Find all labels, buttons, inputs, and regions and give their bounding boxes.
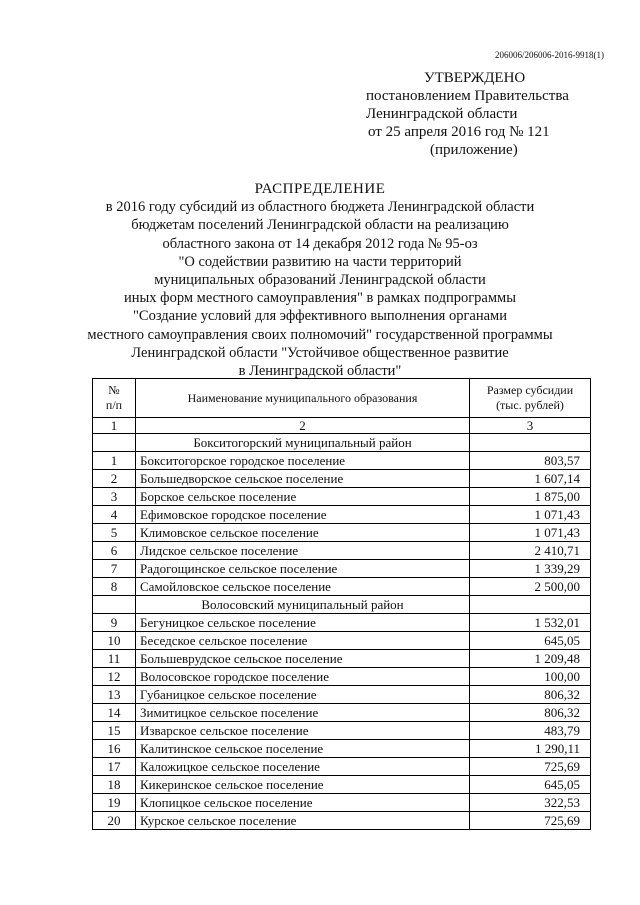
settlement-name: Борское сельское поселение	[136, 488, 470, 506]
settlement-name: Волосовское городское поселение	[136, 668, 470, 686]
table-row	[93, 686, 591, 704]
subsidy-amount: 1 607,14	[470, 470, 591, 488]
table-row	[93, 524, 591, 542]
subsidy-amount: 645,05	[470, 776, 591, 794]
approval-line-5: (приложение)	[430, 142, 518, 158]
row-number: 10	[93, 632, 136, 650]
subsidy-amount: 1 339,29	[470, 560, 591, 578]
settlement-name: Бокситогорское городское поселение	[136, 452, 470, 470]
settlement-name: Каложицкое сельское поселение	[136, 758, 470, 776]
subsidy-amount: 2 500,00	[470, 578, 591, 596]
subsidy-amount: 806,32	[470, 704, 591, 722]
settlement-name: Большеврудское сельское поселение	[136, 650, 470, 668]
settlement-name: Бегуницкое сельское поселение	[136, 614, 470, 632]
title-line: муниципальных образований Ленинградской области	[154, 272, 486, 289]
title-heading: РАСПРЕДЕЛЕНИЕ	[254, 181, 386, 197]
table-row	[93, 812, 591, 830]
row-number: 14	[93, 704, 136, 722]
subsidy-amount: 645,05	[470, 632, 591, 650]
settlement-name: Клопицкое сельское поселение	[136, 794, 470, 812]
title-line: иных форм местного самоуправления" в рамках подпрограммы	[124, 290, 516, 307]
table-row	[93, 452, 591, 470]
row-number: 13	[93, 686, 136, 704]
settlement-name: Климовское сельское поселение	[136, 524, 470, 542]
title-line: в 2016 году субсидий из областного бюджета Ленинградской области	[105, 199, 535, 216]
header-num-line-1: №	[108, 383, 120, 397]
settlement-name: Изварское сельское поселение	[136, 722, 470, 740]
row-number: 2	[93, 470, 136, 488]
table-row	[93, 740, 591, 758]
settlement-name: Большедворское сельское поселение	[136, 470, 470, 488]
row-number: 15	[93, 722, 136, 740]
subsidy-amount: 1 875,00	[470, 488, 591, 506]
title-line: "О содействии развитию на части территорий	[178, 253, 462, 270]
title-line: Ленинградской области "Устойчивое общественное развитие	[131, 344, 509, 361]
row-number: 12	[93, 668, 136, 686]
table-row	[93, 722, 591, 740]
table-row	[93, 614, 591, 632]
row-number: 5	[93, 524, 136, 542]
subsidy-amount: 1 071,43	[470, 506, 591, 524]
subsidy-amount: 1 071,43	[470, 524, 591, 542]
district-value-cell	[470, 434, 591, 452]
settlement-name: Губаницкое сельское поселение	[136, 686, 470, 704]
row-number: 4	[93, 506, 136, 524]
table-row	[93, 668, 591, 686]
title-line: бюджетам поселений Ленинградской области на реализацию	[131, 217, 509, 234]
header-value	[470, 379, 591, 418]
header-num	[93, 379, 136, 418]
table-row	[93, 578, 591, 596]
subsidy-amount: 725,69	[470, 812, 591, 830]
subsidy-amount: 2 410,71	[470, 542, 591, 560]
column-index-row	[93, 418, 591, 434]
table-row	[93, 470, 591, 488]
title-line: в Ленинградской области"	[238, 363, 402, 380]
approval-line-3: Ленинградской области	[366, 106, 518, 122]
row-number: 17	[93, 758, 136, 776]
row-number: 9	[93, 614, 136, 632]
table-row	[93, 632, 591, 650]
document-title	[0, 180, 640, 380]
subsidy-amount: 1 209,48	[470, 650, 591, 668]
subsidy-amount: 1 290,11	[470, 740, 591, 758]
subsidy-amount: 322,53	[470, 794, 591, 812]
row-number: 20	[93, 812, 136, 830]
subsidy-amount: 483,79	[470, 722, 591, 740]
row-number: 1	[93, 452, 136, 470]
row-number: 16	[93, 740, 136, 758]
document-id: 206006/206006-2016-9918(1)	[495, 50, 604, 60]
subsidy-table	[92, 378, 591, 830]
table-row	[93, 650, 591, 668]
table-row	[93, 560, 591, 578]
title-line: "Создание условий для эффективного выполнения органами	[133, 308, 507, 325]
settlement-name: Лидское сельское поселение	[136, 542, 470, 560]
row-number: 8	[93, 578, 136, 596]
header-value-line-1: Размер субсидии	[486, 383, 574, 397]
table-row	[93, 704, 591, 722]
district-row	[93, 596, 591, 614]
row-number: 6	[93, 542, 136, 560]
settlement-name: Курское сельское поселение	[136, 812, 470, 830]
settlement-name: Радогощинское сельское поселение	[136, 560, 470, 578]
table-row	[93, 794, 591, 812]
table-header-row	[93, 379, 591, 418]
row-number: 3	[93, 488, 136, 506]
approval-block	[366, 69, 569, 159]
row-number: 11	[93, 650, 136, 668]
subsidy-amount: 1 532,01	[470, 614, 591, 632]
row-number: 7	[93, 560, 136, 578]
row-number: 18	[93, 776, 136, 794]
subsidy-amount: 806,32	[470, 686, 591, 704]
header-num-line-2: п/п	[105, 398, 123, 412]
settlement-name: Кикеринское сельское поселение	[136, 776, 470, 794]
district-row	[93, 434, 591, 452]
table-row	[93, 542, 591, 560]
settlement-name: Беседское сельское поселение	[136, 632, 470, 650]
subsidy-amount: 100,00	[470, 668, 591, 686]
district-name: Волосовский муниципальный район	[136, 596, 470, 614]
district-name: Бокситогорский муниципальный район	[136, 434, 470, 452]
table-row	[93, 506, 591, 524]
settlement-name: Самойловское сельское поселение	[136, 578, 470, 596]
column-index-3: 3	[470, 418, 591, 434]
settlement-name: Ефимовское городское поселение	[136, 506, 470, 524]
table-row	[93, 758, 591, 776]
district-num-cell	[93, 596, 136, 614]
subsidy-amount: 803,57	[470, 452, 591, 470]
header-name: Наименование муниципального образования	[136, 379, 470, 418]
table-row	[93, 488, 591, 506]
district-value-cell	[470, 596, 591, 614]
table-row	[93, 776, 591, 794]
column-index-2: 2	[136, 418, 470, 434]
settlement-name: Калитинское сельское поселение	[136, 740, 470, 758]
title-line: местного самоуправления своих полномочий" государственной программы	[87, 326, 553, 343]
header-value-line-2: (тыс. рублей)	[496, 398, 564, 412]
approval-line-2: постановлением Правительства	[366, 88, 569, 104]
district-num-cell	[93, 434, 136, 452]
subsidy-amount: 725,69	[470, 758, 591, 776]
approval-line-4: от 25 апреля 2016 год № 121	[368, 124, 550, 140]
approval-line-1: УТВЕРЖДЕНО	[424, 70, 526, 86]
row-number: 19	[93, 794, 136, 812]
column-index-1: 1	[93, 418, 136, 434]
title-line: областного закона от 14 декабря 2012 года № 95-оз	[162, 235, 478, 252]
settlement-name: Зимитицкое сельское поселение	[136, 704, 470, 722]
